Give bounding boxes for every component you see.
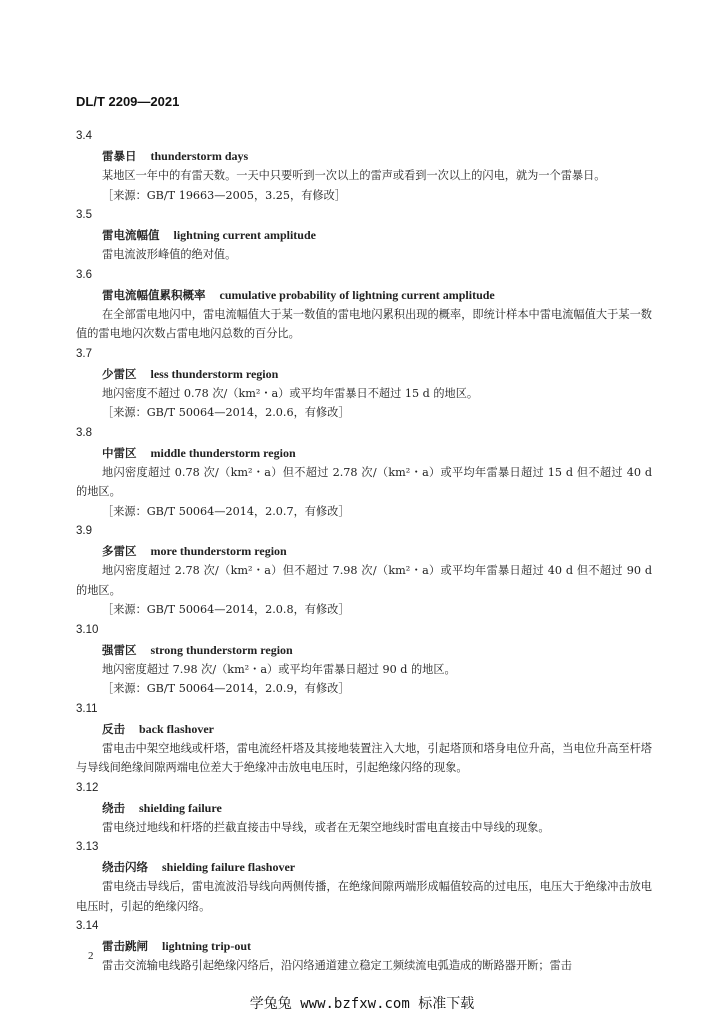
term-entry [76,778,652,838]
term-zh: 雷电流幅值累积概率 [102,287,206,302]
term-definition: 在全部雷电地闪中，雷电流幅值大于某一数值的雷电地闪累积出现的概率，即统计样本中雷电流幅值大于某一数值的雷电地闪次数占雷电地闪总数的百分比。 [76,307,652,340]
term-en: shielding failure flashover [162,860,296,874]
term-zh: 雷电流幅值 [102,228,160,242]
term-definition: 雷击交流输电线路引起绝缘闪络后，沿闪络通道建立稳定工频续流电弧造成的断路器开断；雷击 [102,959,572,972]
term-title [76,719,652,739]
term-title [76,146,652,166]
term-en: cumulative probability of lightning current amplitude [219,287,495,302]
term-entry [76,205,652,265]
term-title [76,640,652,660]
term-title [76,443,652,463]
term-number: 3.8 [76,426,92,439]
term-zh: 绕击闪络 [102,860,148,874]
term-en: back flashover [139,721,214,736]
term-title [76,225,652,245]
term-en: lightning current amplitude [173,228,316,242]
term-entry [76,126,652,205]
term-definition: 地闪密度不超过 0.78 次/（km²・a）或平均年雷暴日不超过 15 d 的地区。 [102,386,479,400]
term-en: more thunderstorm region [150,544,287,558]
term-title [76,798,652,818]
term-en: thunderstorm days [150,149,249,163]
term-entry [76,916,652,976]
term-en: lightning trip-out [162,939,252,953]
term-entry [76,344,652,423]
term-number: 3.9 [76,525,92,537]
term-zh: 雷击跳闸 [102,939,148,953]
terms-list [76,126,652,976]
watermark: 学兔兔 www.bzfxw.com 标准下载 [249,996,475,1012]
standard-code: DL/T 2209—2021 [76,94,180,109]
term-definition: 某地区一年中的有雷天数。一天中只要听到一次以上的雷声或看到一次以上的闪电，就为一个雷暴日。 [102,169,606,182]
term-zh: 雷暴日 [102,149,137,163]
term-zh: 反击 [102,721,125,736]
term-number: 3.13 [76,841,99,853]
term-number: 3.5 [76,209,92,221]
term-source: ［来源：GB/T 19663—2005，3.25，有修改］ [102,188,346,202]
term-definition: 地闪密度超过 7.98 次/（km²・a）或平均年雷暴日超过 90 d 的地区。 [102,662,456,676]
term-zh: 少雷区 [102,366,137,381]
term-entry [76,837,652,916]
term-title [76,541,652,561]
term-source: ［来源：GB/T 50064—2014，2.0.6，有修改］ [102,406,350,419]
term-number: 3.6 [76,268,92,281]
term-definition: 雷电流波形峰值的绝对值。 [102,248,237,261]
term-en: strong thunderstorm region [150,642,293,657]
term-entry [76,699,652,778]
page-number: 2 [88,950,94,962]
term-definition: 地闪密度超过 2.78 次/（km²・a）但不超过 7.98 次/（km²・a）或平均年雷暴日超过 40 d 但不超过 90 d 的地区。 [76,564,652,597]
term-zh: 中雷区 [102,445,137,460]
term-title [76,364,652,384]
term-zh: 强雷区 [102,642,137,657]
term-definition: 雷电绕过地线和杆塔的拦截直接击中导线，或者在无架空地线时雷电直接击中导线的现象。 [102,820,550,834]
term-number: 3.10 [76,623,99,636]
term-entry [76,521,652,620]
term-en: shielding failure [139,800,222,815]
term-number: 3.11 [76,702,98,715]
term-title [76,857,652,877]
term-number: 3.7 [76,347,92,360]
term-number: 3.14 [76,920,99,932]
term-en: less thunderstorm region [150,366,279,381]
term-en: middle thunderstorm region [150,445,296,460]
term-zh: 绕击 [102,800,125,815]
term-definition: 雷电绕击导线后，雷电流波沿导线向两侧传播，在绝缘间隙两端形成幅值较高的过电压，电压大于绝缘冲击放电电压时，引起的绝缘闪络。 [76,880,652,913]
term-entry [76,265,652,344]
term-title [76,285,652,305]
term-title [76,936,652,956]
term-definition: 地闪密度超过 0.78 次/（km²・a）但不超过 2.78 次/（km²・a）或平均年雷暴日超过 15 d 但不超过 40 d 的地区。 [76,465,652,498]
term-definition: 雷电击中架空地线或杆塔，雷电流经杆塔及其接地装置注入大地，引起塔顶和塔身电位升高，当电位升高至杆塔与导线间绝缘间隙两端电位差大于绝缘冲击放电电压时，引起绝缘闪络的现象。 [76,741,652,774]
term-entry [76,620,652,699]
term-number: 3.4 [76,130,92,142]
term-source: ［来源：GB/T 50064—2014，2.0.9，有修改］ [102,682,350,695]
term-entry [76,423,652,522]
term-zh: 多雷区 [102,544,137,558]
term-number: 3.12 [76,781,99,794]
term-source: ［来源：GB/T 50064—2014，2.0.7，有修改］ [102,504,350,518]
term-source: ［来源：GB/T 50064—2014，2.0.8，有修改］ [102,603,350,616]
